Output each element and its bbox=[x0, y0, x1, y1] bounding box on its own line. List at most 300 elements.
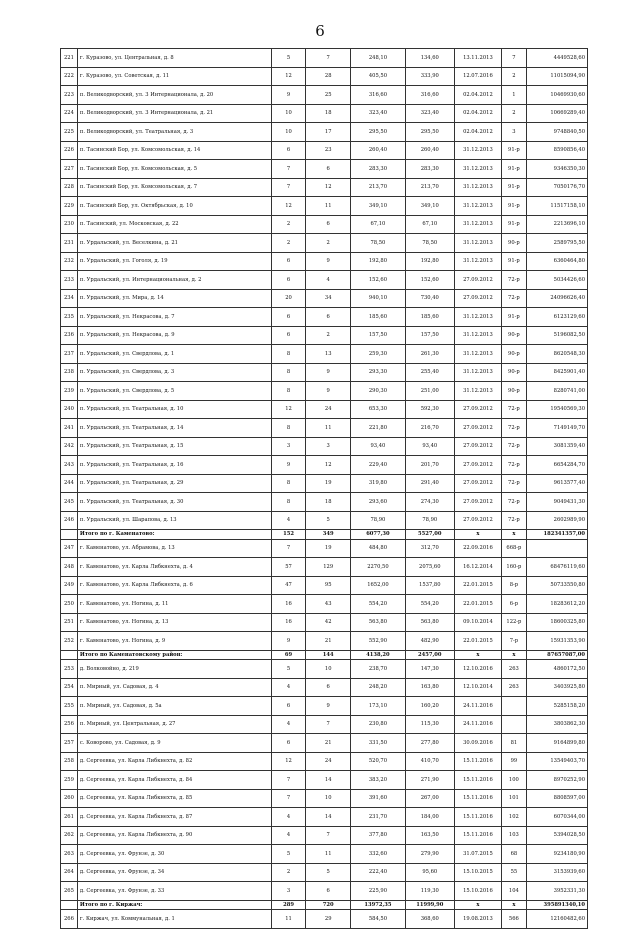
address-cell: г. Куразово, ул. Центральная, д. 8 bbox=[77, 49, 271, 68]
area-living-cell: 255,40 bbox=[405, 363, 454, 382]
area-living-cell: 261,30 bbox=[405, 345, 454, 364]
document-number-cell: 104 bbox=[502, 882, 526, 901]
area-living-cell: 279,90 bbox=[405, 845, 454, 864]
document-number-cell: 101 bbox=[502, 789, 526, 808]
count-b-cell: 12 bbox=[306, 178, 350, 197]
count-b-cell: 24 bbox=[306, 400, 350, 419]
date-cell: 31.12.2013 bbox=[454, 326, 502, 345]
table-row bbox=[61, 437, 588, 456]
date-cell: 02.04.2012 bbox=[454, 86, 502, 105]
area-total-cell: 653,30 bbox=[350, 400, 405, 419]
row-number-cell: 238 bbox=[61, 363, 78, 382]
area-total-cell: 484,80 bbox=[350, 539, 405, 558]
amount-cell: 3403925,80 bbox=[526, 678, 587, 697]
amount-cell: 3952331,30 bbox=[526, 882, 587, 901]
table-row bbox=[61, 67, 588, 86]
count-b-cell: 3 bbox=[306, 437, 350, 456]
row-number-cell: 251 bbox=[61, 613, 78, 632]
address-cell: п. Урдальский, ул. Шарапова, д. 13 bbox=[77, 511, 271, 530]
address-cell: д. Сергеевка, ул. Фрунзе, д. 33 bbox=[77, 882, 271, 901]
table-row bbox=[61, 474, 588, 493]
count-a-cell: 16 bbox=[271, 595, 306, 614]
address-cell: г. Каменатово, ул. Карла Либкнехта, д. 4 bbox=[77, 558, 271, 577]
table-row bbox=[61, 215, 588, 234]
area-living-cell: 95,60 bbox=[405, 863, 454, 882]
count-b-cell: 12 bbox=[306, 456, 350, 475]
count-b-cell: 9 bbox=[306, 382, 350, 401]
area-living-cell: 119,30 bbox=[405, 882, 454, 901]
count-a-cell: 289 bbox=[271, 900, 306, 910]
area-total-cell: 331,50 bbox=[350, 734, 405, 753]
row-number-cell: 248 bbox=[61, 558, 78, 577]
area-total-cell: 213,70 bbox=[350, 178, 405, 197]
document-number-cell: х bbox=[502, 530, 526, 540]
document-number-cell: 103 bbox=[502, 826, 526, 845]
row-number-cell: 241 bbox=[61, 419, 78, 438]
date-cell: 15.10.2015 bbox=[454, 863, 502, 882]
document-number-cell: 100 bbox=[502, 771, 526, 790]
area-living-cell: 5527,00 bbox=[405, 530, 454, 540]
row-number-cell: 235 bbox=[61, 308, 78, 327]
table-row bbox=[61, 845, 588, 864]
row-number-cell: 229 bbox=[61, 197, 78, 216]
document-number-cell: 72-р bbox=[502, 493, 526, 512]
count-b-cell: 25 bbox=[306, 86, 350, 105]
area-living-cell: 201,70 bbox=[405, 456, 454, 475]
table-row bbox=[61, 808, 588, 827]
count-a-cell: 4 bbox=[271, 808, 306, 827]
amount-cell: 4860172,50 bbox=[526, 660, 587, 679]
document-number-cell: 72-р bbox=[502, 474, 526, 493]
count-a-cell: 20 bbox=[271, 289, 306, 308]
address-cell: п. Мирный, ул. Садовая, д. 4 bbox=[77, 678, 271, 697]
area-total-cell: 391,60 bbox=[350, 789, 405, 808]
row-number-cell: 243 bbox=[61, 456, 78, 475]
table-row bbox=[61, 456, 588, 475]
count-a-cell: 69 bbox=[271, 650, 306, 660]
address-cell: г. Каменатово, ул. Карла Либкнехта, д. 6 bbox=[77, 576, 271, 595]
table-row bbox=[61, 910, 588, 929]
count-b-cell: 4 bbox=[306, 271, 350, 290]
date-cell: 27.09.2012 bbox=[454, 289, 502, 308]
count-a-cell: 2 bbox=[271, 215, 306, 234]
area-total-cell: 221,80 bbox=[350, 419, 405, 438]
count-b-cell: 349 bbox=[306, 530, 350, 540]
address-cell: п. Мирный, ул. Центральная, д. 27 bbox=[77, 715, 271, 734]
count-b-cell: 7 bbox=[306, 826, 350, 845]
document-number-cell: 91-р bbox=[502, 215, 526, 234]
date-cell: 15.11.2016 bbox=[454, 808, 502, 827]
address-cell: п. Великодворский, ул. 3 Интернационала, д. 21 bbox=[77, 104, 271, 123]
document-number-cell: 90-р bbox=[502, 345, 526, 364]
count-a-cell: 8 bbox=[271, 493, 306, 512]
amount-cell: 8425901,40 bbox=[526, 363, 587, 382]
count-a-cell: 3 bbox=[271, 882, 306, 901]
amount-cell: 3081359,40 bbox=[526, 437, 587, 456]
address-cell: д. Сергеевка, ул. Карла Либкнехта, д. 82 bbox=[77, 752, 271, 771]
date-cell: 31.12.2013 bbox=[454, 178, 502, 197]
count-b-cell: 6 bbox=[306, 215, 350, 234]
count-a-cell: 8 bbox=[271, 419, 306, 438]
area-total-cell: 67,10 bbox=[350, 215, 405, 234]
document-number-cell: 3 bbox=[502, 123, 526, 142]
address-cell: г. Каменатово, ул. Ногина, д. 9 bbox=[77, 632, 271, 651]
count-b-cell: 21 bbox=[306, 632, 350, 651]
document-number-cell: 90-р bbox=[502, 382, 526, 401]
count-a-cell: 2 bbox=[271, 863, 306, 882]
date-cell: 15.11.2016 bbox=[454, 771, 502, 790]
row-number-cell: 260 bbox=[61, 789, 78, 808]
date-cell: 31.12.2013 bbox=[454, 215, 502, 234]
address-cell: п. Урдальский, ул. Некрасова, д. 7 bbox=[77, 308, 271, 327]
document-number-cell: 7 bbox=[502, 49, 526, 68]
document-number-cell: 91-р bbox=[502, 252, 526, 271]
count-b-cell: 2 bbox=[306, 326, 350, 345]
count-a-cell: 7 bbox=[271, 789, 306, 808]
table-row bbox=[61, 493, 588, 512]
count-b-cell: 11 bbox=[306, 419, 350, 438]
table-row bbox=[61, 789, 588, 808]
area-total-cell: 230,80 bbox=[350, 715, 405, 734]
address-cell: д. Сергеевка, ул. Фрунзе, д. 30 bbox=[77, 845, 271, 864]
area-living-cell: 563,80 bbox=[405, 613, 454, 632]
count-b-cell: 2 bbox=[306, 234, 350, 253]
area-total-cell: 290,30 bbox=[350, 382, 405, 401]
count-a-cell: 10 bbox=[271, 123, 306, 142]
document-number-cell: 91-р bbox=[502, 197, 526, 216]
area-living-cell: 267,00 bbox=[405, 789, 454, 808]
count-a-cell: 8 bbox=[271, 363, 306, 382]
table-row bbox=[61, 576, 588, 595]
document-number-cell: 90-р bbox=[502, 363, 526, 382]
row-number-cell: 221 bbox=[61, 49, 78, 68]
count-b-cell: 9 bbox=[306, 252, 350, 271]
area-living-cell: 482,90 bbox=[405, 632, 454, 651]
row-number-cell: 257 bbox=[61, 734, 78, 753]
count-b-cell: 9 bbox=[306, 363, 350, 382]
count-a-cell: 3 bbox=[271, 437, 306, 456]
address-cell: д. Волковойно, д. 219 bbox=[77, 660, 271, 679]
count-a-cell: 10 bbox=[271, 104, 306, 123]
area-living-cell: 11999,90 bbox=[405, 900, 454, 910]
address-cell: г. Каменатово, ул. Ногина, д. 11 bbox=[77, 595, 271, 614]
area-living-cell: 67,10 bbox=[405, 215, 454, 234]
document-number-cell: 566 bbox=[502, 910, 526, 929]
date-cell: 12.10.2016 bbox=[454, 660, 502, 679]
address-cell: п. Урдальский, ул. Театральная, д. 29 bbox=[77, 474, 271, 493]
area-living-cell: 213,70 bbox=[405, 178, 454, 197]
total-row bbox=[61, 530, 588, 540]
table-row bbox=[61, 826, 588, 845]
area-living-cell: 115,30 bbox=[405, 715, 454, 734]
count-b-cell: 17 bbox=[306, 123, 350, 142]
address-cell: г. Каменатово, ул. Ногина, д. 13 bbox=[77, 613, 271, 632]
table-row bbox=[61, 271, 588, 290]
count-a-cell: 9 bbox=[271, 632, 306, 651]
area-living-cell: 271,90 bbox=[405, 771, 454, 790]
amount-cell: 10669289,40 bbox=[526, 104, 587, 123]
table-row bbox=[61, 752, 588, 771]
document-number-cell: х bbox=[502, 650, 526, 660]
row-number-cell: 227 bbox=[61, 160, 78, 179]
count-b-cell: 34 bbox=[306, 289, 350, 308]
row-number-cell: 262 bbox=[61, 826, 78, 845]
count-a-cell: 6 bbox=[271, 141, 306, 160]
count-a-cell: 47 bbox=[271, 576, 306, 595]
area-living-cell: 78,50 bbox=[405, 234, 454, 253]
address-cell: п. Урдальский, ул. Театральная, д. 10 bbox=[77, 400, 271, 419]
date-cell: 12.10.2014 bbox=[454, 678, 502, 697]
date-cell: 22.01.2015 bbox=[454, 632, 502, 651]
area-living-cell: 295,50 bbox=[405, 123, 454, 142]
count-a-cell: 9 bbox=[271, 456, 306, 475]
area-total-cell: 231,70 bbox=[350, 808, 405, 827]
row-number-cell: 226 bbox=[61, 141, 78, 160]
table-row bbox=[61, 558, 588, 577]
count-a-cell: 12 bbox=[271, 67, 306, 86]
date-cell: х bbox=[454, 530, 502, 540]
area-living-cell: 163,50 bbox=[405, 826, 454, 845]
amount-cell: 6654284,70 bbox=[526, 456, 587, 475]
row-number-cell: 222 bbox=[61, 67, 78, 86]
count-b-cell: 24 bbox=[306, 752, 350, 771]
count-b-cell: 11 bbox=[306, 845, 350, 864]
area-total-cell: 152,60 bbox=[350, 271, 405, 290]
area-living-cell: 349,10 bbox=[405, 197, 454, 216]
date-cell: 30.09.2016 bbox=[454, 734, 502, 753]
date-cell: 31.12.2013 bbox=[454, 382, 502, 401]
area-total-cell: 405,50 bbox=[350, 67, 405, 86]
date-cell: 02.04.2012 bbox=[454, 123, 502, 142]
area-living-cell: 283,30 bbox=[405, 160, 454, 179]
area-living-cell: 163,80 bbox=[405, 678, 454, 697]
table-row bbox=[61, 123, 588, 142]
area-total-cell: 185,60 bbox=[350, 308, 405, 327]
amount-cell: 11015094,90 bbox=[526, 67, 587, 86]
amount-cell: 9346350,30 bbox=[526, 160, 587, 179]
table-row bbox=[61, 715, 588, 734]
address-cell: п. Тасинский, ул. Московская, д. 22 bbox=[77, 215, 271, 234]
count-b-cell: 10 bbox=[306, 660, 350, 679]
area-living-cell: 277,80 bbox=[405, 734, 454, 753]
count-a-cell: 6 bbox=[271, 734, 306, 753]
date-cell: 15.11.2016 bbox=[454, 752, 502, 771]
row-number-cell: 264 bbox=[61, 863, 78, 882]
amount-cell: 6360464,80 bbox=[526, 252, 587, 271]
amount-cell: 68476119,60 bbox=[526, 558, 587, 577]
row-number-cell bbox=[61, 650, 78, 660]
table-row bbox=[61, 49, 588, 68]
document-number-cell: 72-р bbox=[502, 289, 526, 308]
amount-cell: 3803862,30 bbox=[526, 715, 587, 734]
count-a-cell: 6 bbox=[271, 308, 306, 327]
count-b-cell: 29 bbox=[306, 910, 350, 929]
date-cell: 27.09.2012 bbox=[454, 456, 502, 475]
date-cell: 22.01.2015 bbox=[454, 595, 502, 614]
document-number-cell: 8-р bbox=[502, 576, 526, 595]
area-total-cell: 295,50 bbox=[350, 123, 405, 142]
document-number-cell: 122-р bbox=[502, 613, 526, 632]
document-number-cell: 102 bbox=[502, 808, 526, 827]
amount-cell: 87657087,00 bbox=[526, 650, 587, 660]
area-total-cell: 940,10 bbox=[350, 289, 405, 308]
date-cell: 27.09.2012 bbox=[454, 271, 502, 290]
count-b-cell: 43 bbox=[306, 595, 350, 614]
area-total-cell: 584,50 bbox=[350, 910, 405, 929]
area-total-cell: 238,70 bbox=[350, 660, 405, 679]
document-number-cell: 2 bbox=[502, 104, 526, 123]
document-number-cell: 263 bbox=[502, 678, 526, 697]
count-b-cell: 23 bbox=[306, 141, 350, 160]
count-a-cell: 8 bbox=[271, 382, 306, 401]
address-cell: г. Каменатово, ул. Абрамова, д. 13 bbox=[77, 539, 271, 558]
row-number-cell: 246 bbox=[61, 511, 78, 530]
date-cell: 27.09.2012 bbox=[454, 493, 502, 512]
area-living-cell: 160,20 bbox=[405, 697, 454, 716]
row-number-cell: 233 bbox=[61, 271, 78, 290]
area-total-cell: 248,20 bbox=[350, 678, 405, 697]
date-cell: 27.09.2012 bbox=[454, 419, 502, 438]
document-number-cell: 90-р bbox=[502, 326, 526, 345]
total-label-cell: Итого по г. Каменатово: bbox=[77, 530, 271, 540]
row-number-cell: 266 bbox=[61, 910, 78, 929]
amount-cell: 6123129,60 bbox=[526, 308, 587, 327]
area-living-cell: 730,40 bbox=[405, 289, 454, 308]
area-total-cell: 248,10 bbox=[350, 49, 405, 68]
amount-cell: 10469930,60 bbox=[526, 86, 587, 105]
row-number-cell: 230 bbox=[61, 215, 78, 234]
amount-cell bbox=[526, 539, 587, 558]
date-cell: 22.01.2015 bbox=[454, 576, 502, 595]
table-row bbox=[61, 252, 588, 271]
count-b-cell: 14 bbox=[306, 771, 350, 790]
area-living-cell: 274,30 bbox=[405, 493, 454, 512]
table-row bbox=[61, 511, 588, 530]
total-row bbox=[61, 650, 588, 660]
area-total-cell: 192,80 bbox=[350, 252, 405, 271]
table-row bbox=[61, 382, 588, 401]
count-a-cell: 5 bbox=[271, 845, 306, 864]
area-total-cell: 78,50 bbox=[350, 234, 405, 253]
date-cell: 31.12.2013 bbox=[454, 363, 502, 382]
count-b-cell: 11 bbox=[306, 197, 350, 216]
area-living-cell: 134,60 bbox=[405, 49, 454, 68]
count-b-cell: 10 bbox=[306, 789, 350, 808]
amount-cell: 15931353,90 bbox=[526, 632, 587, 651]
area-living-cell: 147,30 bbox=[405, 660, 454, 679]
address-cell: д. Сергеевка, ул. Карла Либкнехта, д. 85 bbox=[77, 789, 271, 808]
count-b-cell: 21 bbox=[306, 734, 350, 753]
row-number-cell: 263 bbox=[61, 845, 78, 864]
amount-cell: 12160482,60 bbox=[526, 910, 587, 929]
table-row bbox=[61, 86, 588, 105]
date-cell: 31.12.2013 bbox=[454, 252, 502, 271]
amount-cell: 5034426,60 bbox=[526, 271, 587, 290]
count-a-cell: 8 bbox=[271, 345, 306, 364]
document-number-cell: 7-р bbox=[502, 632, 526, 651]
date-cell: 24.11.2016 bbox=[454, 715, 502, 734]
area-total-cell: 6077,30 bbox=[350, 530, 405, 540]
area-total-cell: 319,80 bbox=[350, 474, 405, 493]
area-total-cell: 323,40 bbox=[350, 104, 405, 123]
area-total-cell: 173,10 bbox=[350, 697, 405, 716]
area-living-cell: 192,80 bbox=[405, 252, 454, 271]
address-cell: п. Мирный, ул. Садовая, д. 5а bbox=[77, 697, 271, 716]
housing-registry-table bbox=[60, 48, 588, 929]
address-cell: п. Урдальский, ул. Театральная, д. 15 bbox=[77, 437, 271, 456]
table-row bbox=[61, 734, 588, 753]
count-a-cell: 4 bbox=[271, 715, 306, 734]
area-total-cell: 2270,50 bbox=[350, 558, 405, 577]
row-number-cell: 252 bbox=[61, 632, 78, 651]
area-total-cell: 4138,20 bbox=[350, 650, 405, 660]
address-cell: д. Сергеевка, ул. Карла Либкнехта, д. 84 bbox=[77, 771, 271, 790]
document-number-cell: 81 bbox=[502, 734, 526, 753]
count-a-cell: 6 bbox=[271, 271, 306, 290]
amount-cell: 3153939,60 bbox=[526, 863, 587, 882]
date-cell: 31.12.2013 bbox=[454, 345, 502, 364]
count-b-cell: 144 bbox=[306, 650, 350, 660]
document-number-cell: х bbox=[502, 900, 526, 910]
address-cell: п. Тасинский Бор, ул. Комсомольская, д. 14 bbox=[77, 141, 271, 160]
date-cell: 27.09.2012 bbox=[454, 511, 502, 530]
row-number-cell: 232 bbox=[61, 252, 78, 271]
address-cell: п. Урдальский, ул. Театральная, д. 16 bbox=[77, 456, 271, 475]
amount-cell: 11517158,10 bbox=[526, 197, 587, 216]
amount-cell: 7149149,70 bbox=[526, 419, 587, 438]
count-b-cell: 42 bbox=[306, 613, 350, 632]
count-b-cell: 6 bbox=[306, 882, 350, 901]
date-cell: 31.07.2015 bbox=[454, 845, 502, 864]
row-number-cell: 223 bbox=[61, 86, 78, 105]
row-number-cell bbox=[61, 530, 78, 540]
address-cell: г. Киржач, ул. Коммунальная, д. 1 bbox=[77, 910, 271, 929]
row-number-cell: 259 bbox=[61, 771, 78, 790]
table-row bbox=[61, 660, 588, 679]
count-a-cell: 12 bbox=[271, 752, 306, 771]
table-row bbox=[61, 595, 588, 614]
amount-cell: 24096626,40 bbox=[526, 289, 587, 308]
count-a-cell: 4 bbox=[271, 678, 306, 697]
document-number-cell bbox=[502, 715, 526, 734]
date-cell: 13.11.2013 bbox=[454, 49, 502, 68]
amount-cell: 9748840,50 bbox=[526, 123, 587, 142]
area-total-cell: 260,40 bbox=[350, 141, 405, 160]
area-total-cell: 383,20 bbox=[350, 771, 405, 790]
count-b-cell: 19 bbox=[306, 539, 350, 558]
amount-cell: 8808597,00 bbox=[526, 789, 587, 808]
count-b-cell: 7 bbox=[306, 715, 350, 734]
amount-cell: 5285158,20 bbox=[526, 697, 587, 716]
document-number-cell: 72-р bbox=[502, 437, 526, 456]
area-living-cell: 2075,60 bbox=[405, 558, 454, 577]
area-total-cell: 520,70 bbox=[350, 752, 405, 771]
address-cell: п. Великодворский, ул. 3 Интернационала, д. 20 bbox=[77, 86, 271, 105]
area-total-cell: 332,60 bbox=[350, 845, 405, 864]
count-a-cell: 7 bbox=[271, 539, 306, 558]
row-number-cell: 240 bbox=[61, 400, 78, 419]
area-total-cell: 293,30 bbox=[350, 363, 405, 382]
row-number-cell: 255 bbox=[61, 697, 78, 716]
area-living-cell: 323,40 bbox=[405, 104, 454, 123]
address-cell: п. Тасинский Бор, ул. Комсомольская, д. 5 bbox=[77, 160, 271, 179]
area-living-cell: 152,60 bbox=[405, 271, 454, 290]
date-cell: 27.09.2012 bbox=[454, 400, 502, 419]
row-number-cell: 256 bbox=[61, 715, 78, 734]
count-b-cell: 13 bbox=[306, 345, 350, 364]
table-row bbox=[61, 345, 588, 364]
area-living-cell: 554,20 bbox=[405, 595, 454, 614]
